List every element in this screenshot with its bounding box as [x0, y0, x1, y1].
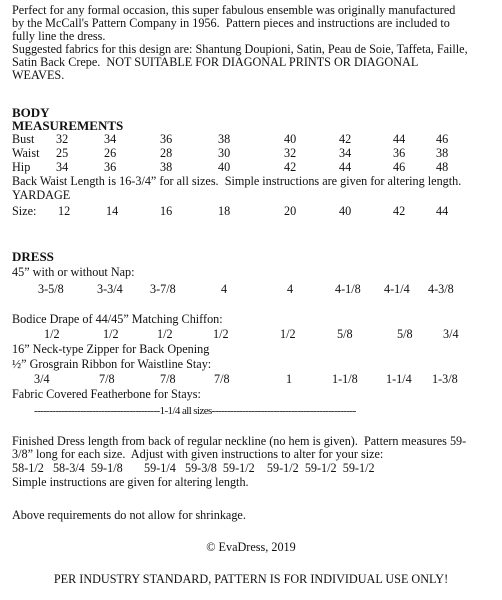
- cell: 44: [339, 160, 352, 174]
- finished-length-line: 3/8” long for each size. Adjust with given instructions to alter for your size:: [12, 447, 384, 461]
- cell: 14: [106, 204, 119, 218]
- cell: 4-1/8: [335, 282, 361, 296]
- cell: 32: [56, 132, 69, 146]
- cell: 44: [436, 204, 449, 218]
- cell: 1/2: [213, 327, 229, 341]
- cell: 3-5/8: [38, 282, 64, 296]
- cell: 42: [339, 132, 352, 146]
- measurements-heading: MEASUREMENTS: [12, 118, 124, 133]
- cell: 48: [436, 160, 449, 174]
- cell: 18: [218, 204, 231, 218]
- featherbone-all-sizes: -----------------------------------------1-1/4 all sizes-----------------------------------------------: [34, 405, 356, 417]
- cell: 42: [284, 160, 297, 174]
- featherbone-label: Fabric Covered Featherbone for Stays:: [12, 387, 201, 401]
- cell: 34: [56, 160, 69, 174]
- cell: 20: [284, 204, 297, 218]
- cell: 25: [56, 146, 69, 160]
- cell: 1/2: [157, 327, 173, 341]
- cell: 3/4: [443, 327, 459, 341]
- bodice-drape-label: Bodice Drape of 44/45” Matching Chiffon:: [12, 312, 223, 326]
- row-label: Waist: [12, 146, 40, 160]
- cell: 38: [436, 146, 449, 160]
- cell: 4: [287, 282, 294, 296]
- ribbon-label: ½” Grosgrain Ribbon for Waistline Stay:: [12, 357, 212, 371]
- cell: 1/2: [44, 327, 60, 341]
- cell: 44: [393, 132, 406, 146]
- cell: 40: [284, 132, 297, 146]
- shrinkage-note: Above requirements do not allow for shrinkage.: [12, 508, 246, 522]
- row-label: Size:: [12, 204, 37, 218]
- cell: 28: [160, 146, 173, 160]
- cell: 36: [393, 146, 406, 160]
- cell: 36: [160, 132, 173, 146]
- cell: 38: [160, 160, 173, 174]
- cell: 26: [104, 146, 117, 160]
- row-label: Bust: [12, 132, 35, 146]
- intro-line: by the McCall's Pattern Company in 1956. Pattern pieces and instructions are included to: [12, 16, 450, 30]
- row-label: Hip: [12, 160, 31, 174]
- cell: 3-3/4: [97, 282, 123, 296]
- cell: 7/8: [99, 372, 115, 386]
- cell: 5/8: [397, 327, 413, 341]
- cell: 30: [218, 146, 231, 160]
- cell: 4-1/4: [384, 282, 410, 296]
- intro-line: fully line the dress.: [12, 29, 106, 43]
- cell: 36: [104, 160, 117, 174]
- cell: 12: [58, 204, 71, 218]
- cell: 32: [284, 146, 297, 160]
- cell: 7/8: [214, 372, 230, 386]
- yardage-label: YARDAGE: [12, 188, 71, 202]
- finished-length-values: 58-1/2 58-3/4 59-1/8 59-1/4 59-3/8 59-1/2 59-1/2 59-1/2 59-1/2: [12, 461, 375, 475]
- dress-heading: DRESS: [12, 249, 54, 264]
- cell: 16: [160, 204, 173, 218]
- cell: 1-3/8: [432, 372, 458, 386]
- cell: 1-1/4: [386, 372, 412, 386]
- cell: 42: [393, 204, 406, 218]
- cell: 4: [221, 282, 228, 296]
- cell: 4-3/8: [428, 282, 454, 296]
- back-waist-note: Back Waist Length is 16-3/4” for all sizes. Simple instructions are given for altering length.: [12, 174, 462, 188]
- cell: 34: [104, 132, 117, 146]
- cell: 1-1/8: [332, 372, 358, 386]
- cell: 46: [436, 132, 449, 146]
- fabric-45-label: 45” with or without Nap:: [12, 265, 135, 279]
- cell: 1/2: [103, 327, 119, 341]
- cell: 38: [218, 132, 231, 146]
- usage-footer: PER INDUSTRY STANDARD, PATTERN IS FOR INDIVIDUAL USE ONLY!: [53, 572, 449, 586]
- cell: 7/8: [160, 372, 176, 386]
- body-heading: BODY: [12, 105, 50, 120]
- copyright: © EvaDress, 2019: [206, 540, 296, 554]
- suggested-fabrics-line: Suggested fabrics for this design are: Shantung Doupioni, Satin, Peau de Soie, Taffeta, Faille,: [12, 42, 468, 56]
- cell: 40: [218, 160, 231, 174]
- cell: 3/4: [34, 372, 50, 386]
- cell: 1: [286, 372, 293, 386]
- cell: 46: [393, 160, 406, 174]
- finished-length-line: Simple instructions are given for altering length.: [12, 475, 249, 489]
- cell: 40: [339, 204, 352, 218]
- cell: 3-7/8: [150, 282, 176, 296]
- zipper-line: 16” Neck-type Zipper for Back Opening: [12, 342, 210, 356]
- finished-length-line: Finished Dress length from back of regular neckline (no hem is given). Pattern measures 59-: [12, 434, 467, 448]
- cell: 1/2: [280, 327, 296, 341]
- cell: 5/8: [337, 327, 353, 341]
- cell: 34: [339, 146, 352, 160]
- suggested-fabrics-line: Satin Back Crepe. NOT SUITABLE FOR DIAGONAL PRINTS OR DIAGONAL: [12, 55, 419, 69]
- suggested-fabrics-line: WEAVES.: [12, 68, 65, 82]
- intro-line: Perfect for any formal occasion, this super fabulous ensemble was originally manufactured: [12, 3, 456, 17]
